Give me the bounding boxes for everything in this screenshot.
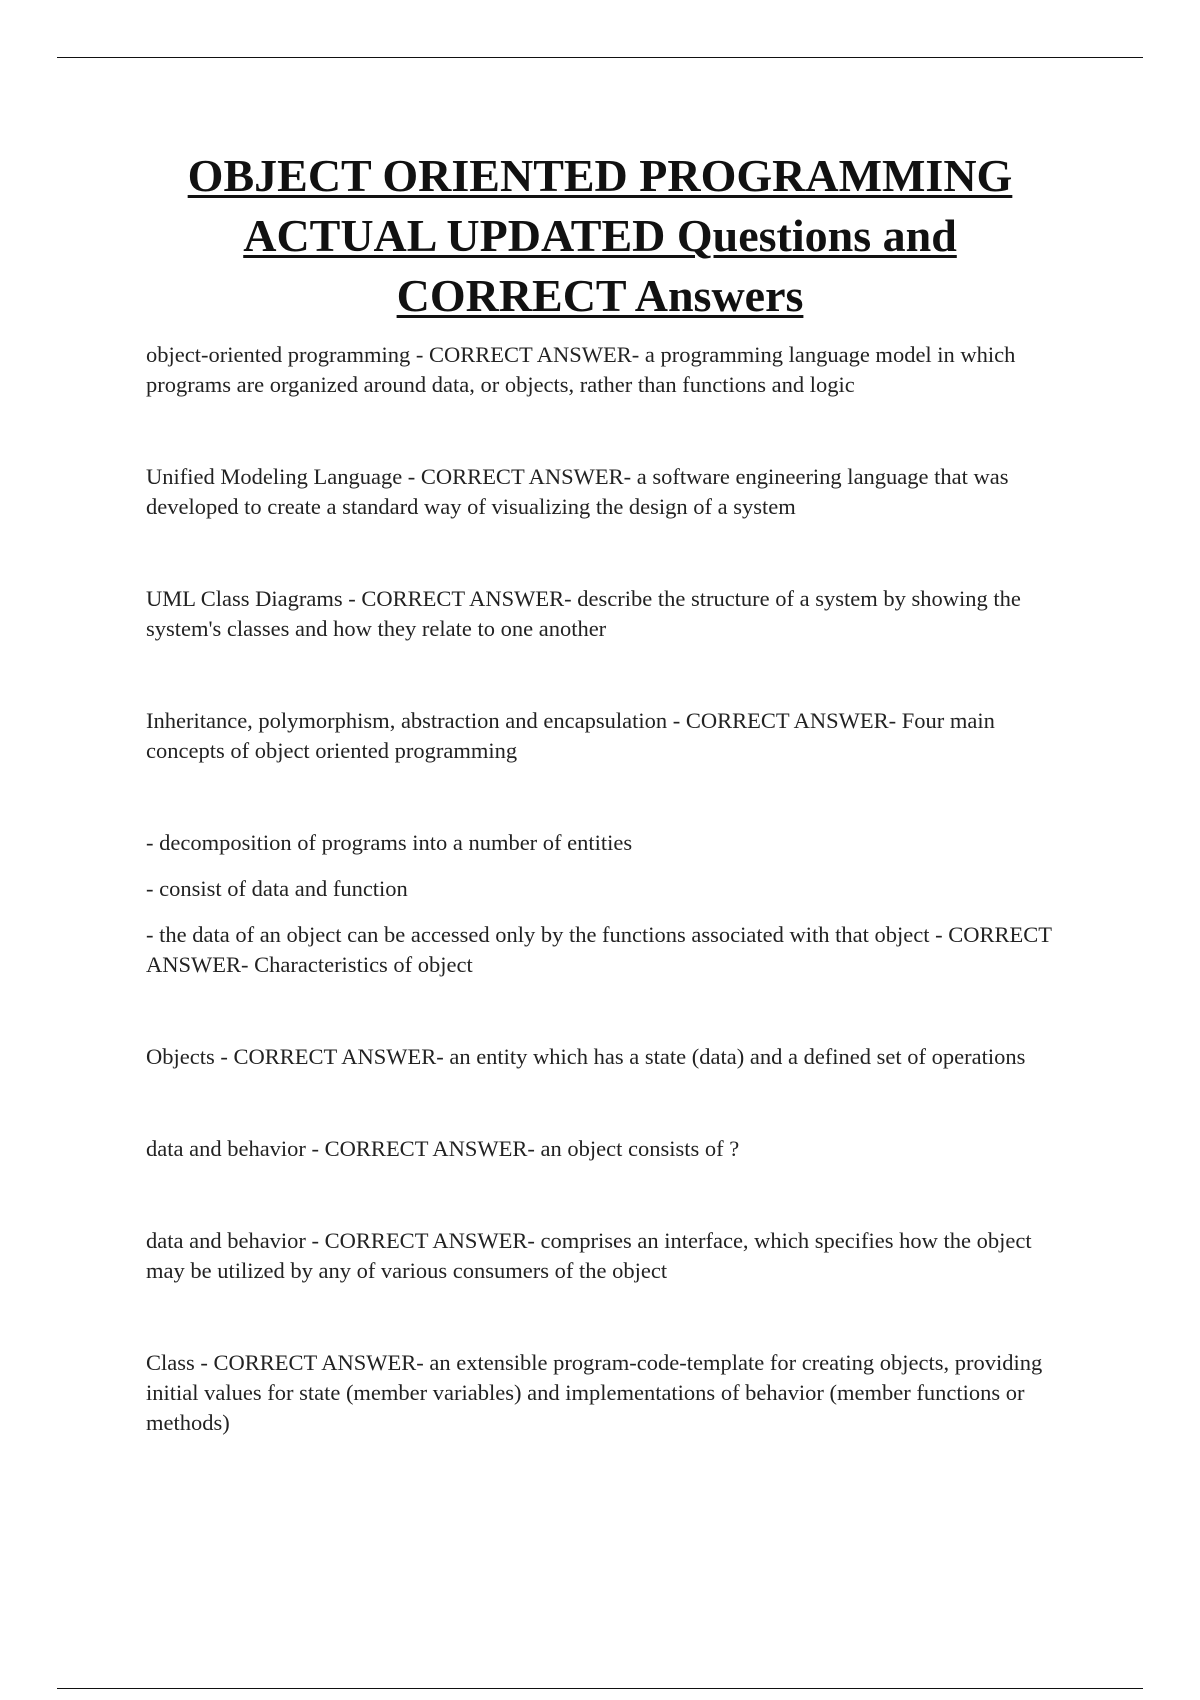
title-line-1: OBJECT ORIENTED PROGRAMMING	[187, 150, 1013, 201]
qa-entry-object-consists: data and behavior - CORRECT ANSWER- an object consists of ?	[146, 1136, 740, 1161]
qa-entry-characteristics	[146, 828, 1066, 980]
title-line-3: CORRECT Answers	[396, 270, 804, 321]
qa-entry-four-concepts: Inheritance, polymorphism, abstraction and encapsulation - CORRECT ANSWER- Four main concepts of object oriented programming	[146, 708, 995, 763]
qa-entry-uml-class-diagrams: UML Class Diagrams - CORRECT ANSWER- describe the structure of a system by showing the system's classes and how they relate to one another	[146, 586, 1021, 641]
qa-entry-class: Class - CORRECT ANSWER- an extensible program-code-template for creating objects, providing initial values for state (member variables) and implementations of behavior (member functions or methods)	[146, 1350, 1043, 1435]
qa-entry-uml: Unified Modeling Language - CORRECT ANSWER- a software engineering language that was developed to create a standard way of visualizing the design of a system	[146, 464, 1009, 519]
qa-entry-interface: data and behavior - CORRECT ANSWER- comprises an interface, which specifies how the object may be utilized by any of various consumers of the object	[146, 1228, 1032, 1283]
characteristics-line-1: - decomposition of programs into a number of entities	[146, 830, 633, 855]
qa-list	[146, 340, 1066, 1438]
characteristics-line-2: - consist of data and function	[146, 876, 408, 901]
qa-entry-oop: object-oriented programming - CORRECT ANSWER- a programming language model in which programs are organized around data, or objects, rather than functions and logic	[146, 342, 1016, 397]
bottom-rule	[57, 1688, 1143, 1689]
top-rule	[57, 57, 1143, 58]
qa-entry-objects: Objects - CORRECT ANSWER- an entity which has a state (data) and a defined set of operations	[146, 1044, 1026, 1069]
title-line-2: ACTUAL UPDATED Questions and	[243, 210, 957, 261]
page-title	[140, 146, 1060, 326]
characteristics-line-3: - the data of an object can be accessed only by the functions associated with that object - CORRECT ANSWER- Characteristics of object	[146, 922, 1052, 977]
